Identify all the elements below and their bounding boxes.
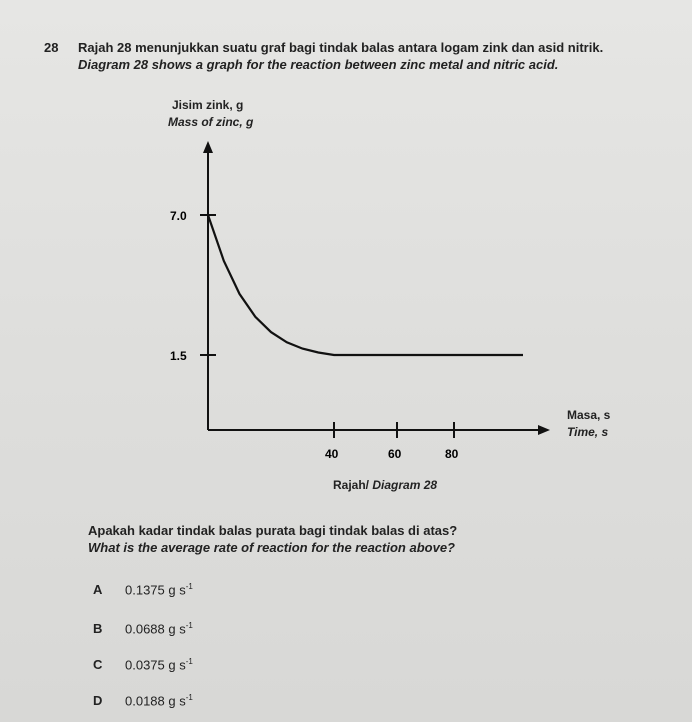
x-tick-label-60: 60 [388, 447, 402, 461]
question-text-malay: Rajah 28 menunjukkan suatu graf bagi tindak balas antara logam zink dan asid nitrik. [78, 40, 604, 55]
option-exponent: -1 [185, 621, 193, 630]
question-text-english: Diagram 28 shows a graph for the reaction between zinc metal and nitric acid. [78, 57, 559, 72]
x-axis-label-english: Time, s [567, 425, 609, 439]
option-value: 0.0188 [125, 693, 165, 709]
mass-curve [208, 215, 523, 355]
y-axis-label-english: Mass of zinc, g [168, 115, 254, 129]
option-unit: g s [168, 693, 186, 709]
option-unit: g s [168, 582, 186, 598]
caption-malay: Rajah/ [333, 478, 370, 492]
prompt-english: What is the average rate of reaction for the reaction above? [88, 540, 455, 555]
option-exponent: -1 [185, 657, 193, 666]
question-number: 28 [44, 40, 59, 55]
option-value: 0.0688 [125, 621, 165, 637]
x-tick-label-40: 40 [325, 447, 339, 461]
x-tick-label-80: 80 [445, 447, 459, 461]
y-tick-label-1-5: 1.5 [170, 349, 187, 363]
y-axis-arrow [203, 141, 213, 153]
option-b[interactable] [93, 621, 193, 636]
prompt-malay: Apakah kadar tindak balas purata bagi tindak balas di atas? [88, 523, 458, 538]
option-a[interactable] [93, 582, 193, 597]
option-unit: g s [168, 621, 186, 637]
y-tick-label-7: 7.0 [170, 209, 187, 223]
diagram-caption [333, 478, 437, 492]
option-letter: C [93, 657, 103, 673]
option-letter: A [93, 582, 103, 598]
caption-english: Diagram 28 [372, 478, 438, 492]
option-exponent: -1 [185, 582, 193, 591]
x-axis-label-malay: Masa, s [567, 408, 611, 422]
y-axis-label-malay: Jisim zink, g [172, 98, 244, 112]
option-value: 0.1375 [125, 582, 165, 598]
option-unit: g s [168, 657, 186, 673]
option-c[interactable] [93, 657, 193, 672]
option-letter: D [93, 693, 103, 709]
option-d[interactable] [93, 693, 193, 708]
option-exponent: -1 [185, 693, 193, 702]
option-letter: B [93, 621, 103, 637]
option-value: 0.0375 [125, 657, 165, 673]
x-axis-arrow [538, 425, 550, 435]
